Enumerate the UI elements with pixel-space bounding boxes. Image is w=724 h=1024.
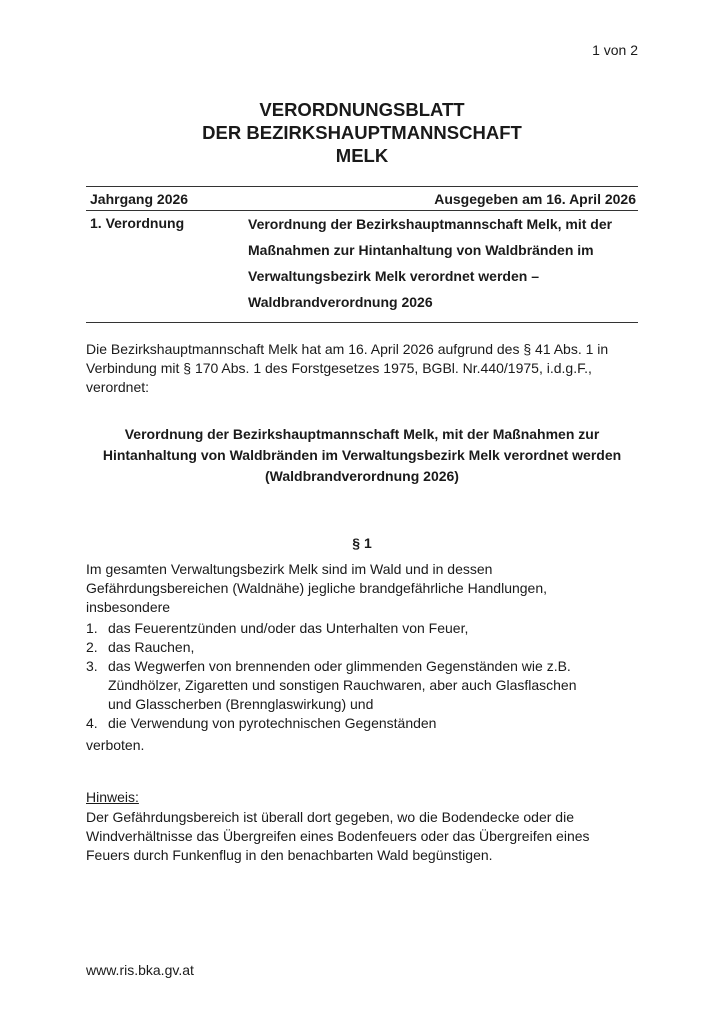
text-line: Im gesamten Verwaltungsbezirk Melk sind im Wald und in dessen [86,561,493,577]
heading-line: (Waldbrandverordnung 2026) [265,468,459,484]
intro-paragraph [86,340,646,397]
jahrgang: Jahrgang 2026 [90,191,189,207]
list-text: das Feuerentzünden und/oder das Unterhalten von Feuer, [108,620,469,636]
table-rule [86,322,638,323]
prohibition-list [86,619,646,733]
footer-url: www.ris.bka.gv.at [86,962,194,978]
text-line: Der Gefährdungsbereich ist überall dort gegeben, wo die Bodendecke oder die [86,809,574,825]
heading-line: Verordnung der Bezirkshauptmannschaft Melk, mit der Maßnahmen zur [124,426,600,442]
list-item [86,619,646,638]
text-line: verordnet: [86,379,150,395]
list-number: 3. [86,658,98,674]
list-text: und Glasscherben (Brennglaswirkung) und [108,696,374,712]
verordnung-title [248,211,612,315]
masthead-line: DER BEZIRKSHAUPTMANNSCHAFT [202,122,522,143]
hinweis-paragraph [86,808,646,865]
list-text: das Wegwerfen von brennenden oder glimmenden Gegenständen wie z.B. [108,658,571,674]
table-row [86,211,638,322]
info-table [86,186,638,323]
verordnung-number: 1. Verordnung [90,215,185,231]
list-text: das Rauchen, [108,639,195,655]
text-line: Gefährdungsbereichen (Waldnähe) jegliche brandgefährliche Handlungen, [86,580,548,596]
text-line: Die Bezirkshauptmannschaft Melk hat am 16. April 2026 aufgrund des § 41 Abs. 1 in [86,341,609,357]
list-number: 2. [86,639,98,655]
list-item [86,657,646,714]
ordinance-heading [76,424,648,487]
page-number: 1 von 2 [592,42,638,58]
text-line: Feuers durch Funkenflug in den benachbarten Wald begünstigen. [86,847,493,863]
hinweis-title: Hinweis: [86,789,139,805]
list-item [86,714,646,733]
list-number: 4. [86,715,98,731]
masthead-line: MELK [335,145,389,166]
ausgegeben-date: Ausgegeben am 16. April 2026 [434,191,636,207]
list-text: die Verwendung von pyrotechnischen Gegenständen [108,715,437,731]
masthead-line: VERORDNUNGSBLATT [259,99,465,120]
title-line: Waldbrandverordnung 2026 [248,294,433,310]
table-row [86,187,638,210]
list-number: 1. [86,620,98,636]
title-line: Verwaltungsbezirk Melk verordnet werden – [248,268,539,284]
section-title: § 1 [352,535,372,551]
heading-line: Hintanhaltung von Waldbränden im Verwaltungsbezirk Melk verordnet werden [102,447,622,463]
list-text: Zündhölzer, Zigaretten und sonstigen Rauchwaren, aber auch Glasflaschen [108,677,577,693]
masthead [0,98,724,167]
text-line: Verbindung mit § 170 Abs. 1 des Forstgesetzes 1975, BGBl. Nr.440/1975, i.d.g.F., [86,360,592,376]
text-line: Windverhältnisse das Übergreifen eines Bodenfeuers oder das Übergreifen eines [86,828,590,844]
list-item [86,638,646,657]
title-line: Maßnahmen zur Hintanhaltung von Waldbränden im [248,242,594,258]
text-line: insbesondere [86,599,171,615]
section-paragraph [86,560,646,617]
title-line: Verordnung der Bezirkshauptmannschaft Melk, mit der [248,216,613,232]
closing-text: verboten. [86,737,145,753]
